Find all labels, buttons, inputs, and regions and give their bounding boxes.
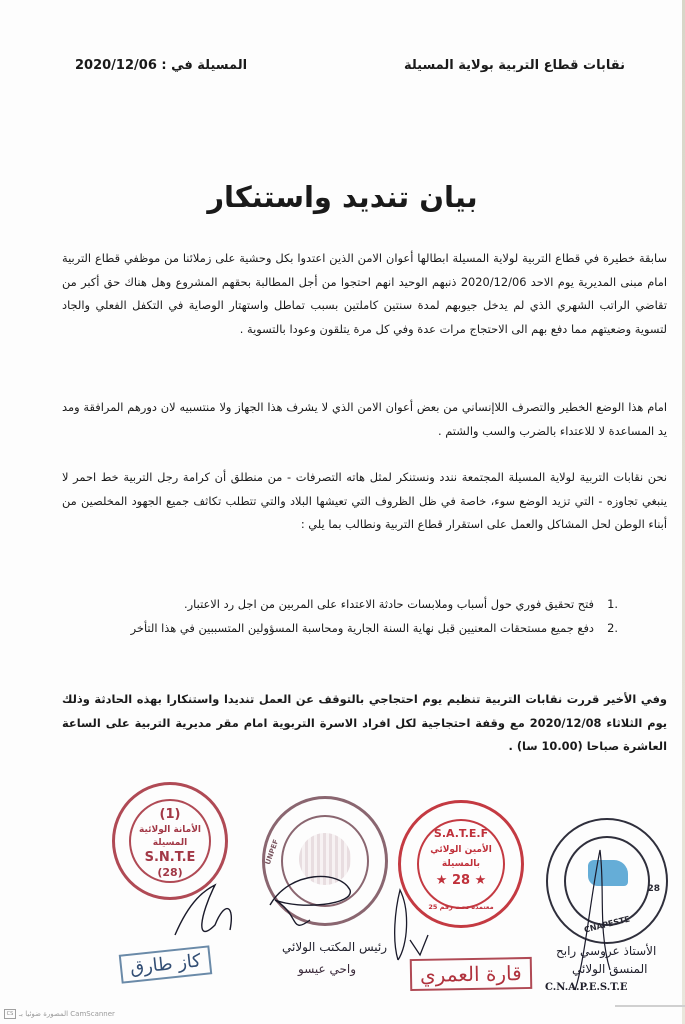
stamp-cnapeste-ring-acronym: CNAPESTE xyxy=(583,914,631,935)
paragraph-condemnation: امام هذا الوضع الخطير والتصرف اللاإنساني من بعض أعوان الامن الذي لا يشرف هذا الجهاز ولا منتسبيه لان دورهم المرافقة ومد يد المساعدة لا للاعتداء بالضرب والسب والشتم . xyxy=(62,400,667,438)
stamp-snte-acronym: S.N.T.E xyxy=(144,850,196,865)
scan-artifact xyxy=(615,1005,685,1007)
demand-item xyxy=(62,616,618,640)
stamp-satef-acronym: S.A.T.E.F xyxy=(433,827,489,840)
stamp-cnapeste xyxy=(546,818,668,944)
stamp-satef-code: ★ 28 ★ xyxy=(435,873,487,888)
demand-text: دفع جميع مستحقات المعنيين قبل نهاية السنة الجارية ومحاسبة المسؤولين المتسببين في هذا التأخر xyxy=(130,621,594,635)
stamp-satef-line2: بالمسيلة xyxy=(441,859,481,869)
paragraph-demands-intro: نحن نقابات التربية لولاية المسيلة المجتمعة نندد ونستنكر لمثل هاته التصرفات - من منطلق أن كرامة رجل التربية خط احمر لا ينبغي تجاوزه - التي تزيد الوضع سوء، خاصة في ظل الظروف التي تعيشها البلاد والتي تتطلب تكاثف جميع الجهود المخلصين من أبناء الوطن لحل المشاكل والعمل على استقرار قطاع التربية ونطالب بما يلي : xyxy=(62,470,667,531)
demands-list xyxy=(62,592,618,640)
cnapeste-name: الأستاذ عروسي رابح xyxy=(556,944,657,958)
stamp-satef-line1: الأمين الولائي xyxy=(430,845,492,855)
place-date: المسيلة في : 2020/12/06 xyxy=(75,58,248,73)
stamp-unpef-emblem xyxy=(299,833,351,885)
demand-number: 1. xyxy=(607,597,618,611)
signatory-name-stamp-satef: قارة العمري xyxy=(410,957,532,991)
stamp-snte-number: (1) xyxy=(159,807,181,822)
unpef-title: رئيس المكتب الولائي xyxy=(282,940,388,954)
demand-text: فتح تحقيق فوري حول أسباب وملابسات حادثة الاعتداء على المربين من اجل رد الاعتبار. xyxy=(184,597,594,611)
demand-item xyxy=(62,592,618,616)
scanner-watermark xyxy=(4,1009,115,1019)
stamp-snte xyxy=(112,782,228,900)
cnapeste-acronym: C.N.A.P.E.S.T.E xyxy=(545,982,628,993)
camscanner-icon: CS xyxy=(4,1009,16,1019)
paragraph-closing: وفي الأخير قررت نقابات التربية تنظيم يوم احتجاجي بالتوقف عن العمل تنديدا واستنكارا بهذه الحادثة وذلك يوم الثلاثاء 2020/12/08 مع وقفة احتجاجية لكل افراد الاسرة التربوية امام مقر مديرية التربية على الساعة العاشرة صباحا (10.00 سا) . xyxy=(62,692,667,753)
stamp-snte-line1: الأمانة الولائية xyxy=(138,825,202,835)
cnapeste-title: المنسق الولائي xyxy=(572,962,648,976)
stamp-cnapeste-logo xyxy=(588,860,628,886)
stamp-snte-code: (28) xyxy=(157,866,183,879)
stamp-satef xyxy=(398,800,524,928)
unpef-name: واحي عيسو xyxy=(298,962,357,976)
document-title: بيان تنديد واستنكار xyxy=(207,180,478,214)
scanner-label: المصورة ضوئيا بـ CamScanner xyxy=(19,1010,115,1018)
organization-header: نقابات قطاع التربية بولاية المسيلة xyxy=(403,58,625,73)
stamp-snte-line2: المسيلة xyxy=(152,838,188,848)
stamp-cnapeste-code: 28 xyxy=(647,884,660,894)
signatory-name-stamp-snte: كاز طارق xyxy=(119,945,212,983)
paragraph-incident: سابقة خطيرة في قطاع التربية لولاية المسيلة ابطالها أعوان الامن الذين اعتدوا بكل وحشية على زملائنا من موظفي قطاع التربية امام مبنى المديرية يوم الاحد 2020/12/06 ذنبهم الوحيد انهم احتجوا من أجل المطالبة بحقهم المشروع وهل هناك حق أكبر من تقاضي الراتب الشهري الذي لم يدخل جيوبهم لمدة سنتين كاملتين بسبب تماطل واستهتار الوصاية في التكفل الفعلي والجاد لتسوية وضعيتهم مما دفع بهم الى الاحتجاج مرات عدة وفي كل مرة يتلقون وعودا بالتسوية . xyxy=(62,251,667,336)
demand-number: 2. xyxy=(607,621,618,635)
stamp-unpef xyxy=(262,796,388,926)
stamp-satef-ring-text: معتمدة تحت رقم 25 xyxy=(428,903,494,911)
stamp-unpef-acronym: UNPEF xyxy=(263,838,281,866)
